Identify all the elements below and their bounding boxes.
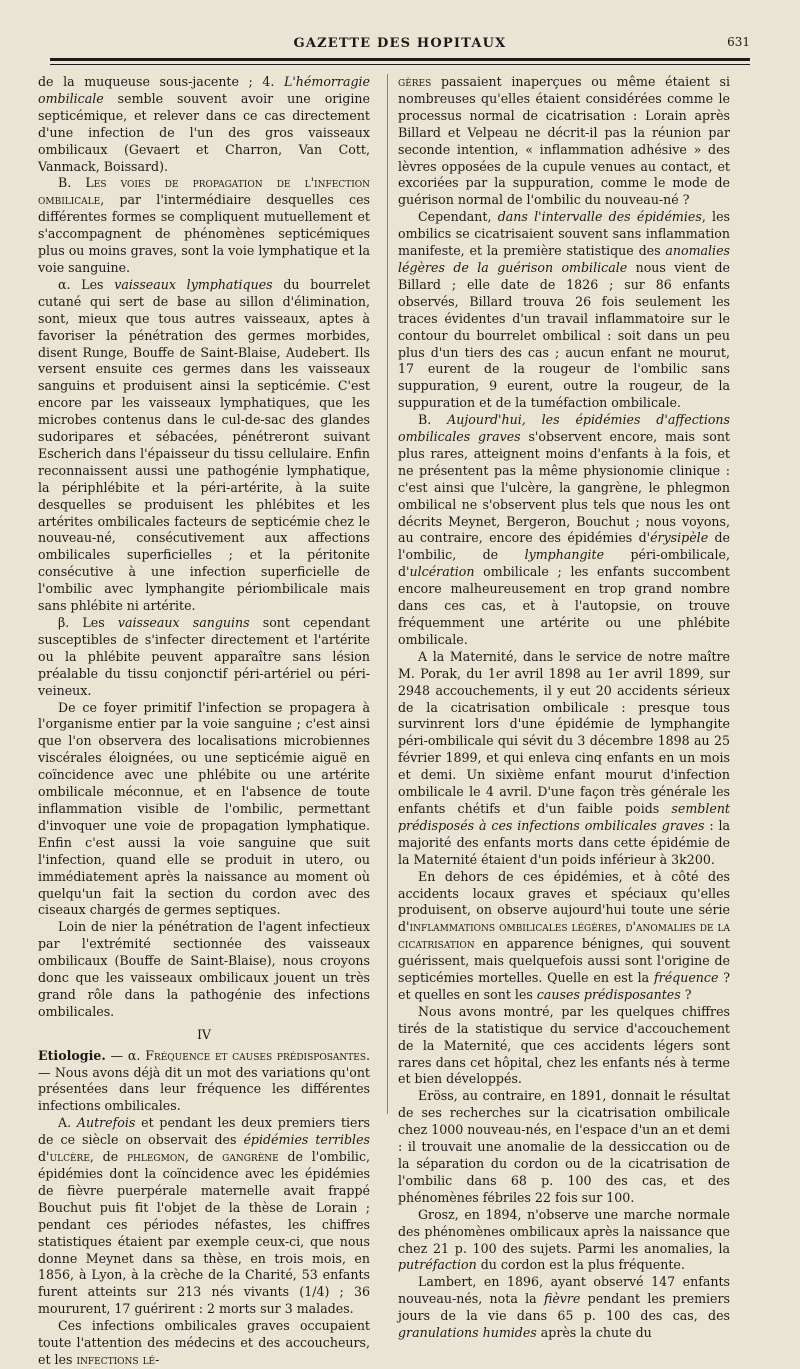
paragraph: de la muqueuse sous-jacente ; 4. L'hémorragie ombilicale semble souvent avoir une origine septicémique, et relever dans ce cas directement d'une infection de l'un des gros vaisseaux ombilicaux (Gevaert et Charron, Van Cott, Vanmack, Boissard). xyxy=(38,74,370,174)
paragraph: A. Autrefois et pendant les deux premiers tiers de ce siècle on observait des épidémies terribles d'ulcère, de phlegmon, de gangrène de l'ombilic, épidémies dont la coïncidence avec les épidémies de fièvre puerpérale maternelle avait frappé Bouchut puis fit l'objet de la thèse de Lorain ; pendant ces périodes néfastes, les chiffres statistiques étaient par exemple ceux-ci, que nous donne Meynet dans sa thèse, en trois mois, en 1856, à Lyon, à la crèche de la Charité, 53 enfants furent atteints sur 213 nés vivants (1/4) ; 36 moururent, 17 guérirent : 2 morts sur 3 malades. xyxy=(38,1115,370,1317)
right-column xyxy=(398,74,730,1342)
left-column xyxy=(38,74,370,1369)
paragraph: Eröss, au contraire, en 1891, donnait le résultat de ses recherches sur la cicatrisation ombilicale chez 1000 nouveau-nés, en l'espace d'un an et demi : il trouvait une anomalie de la dessiccation ou de la séparation du cordon ou de la cicatrisation de l'ombilic dans 68 p. 100 des cas, et des phénomènes fébriles 22 fois sur 100. xyxy=(398,1088,731,1205)
paragraph: β. Les vaisseaux sanguins sont cependant susceptibles de s'infecter directement et l'artérite ou la phlébite peuvent apparaître sans lésion préalable du tissu conjonctif péri-artériel ou péri-veineux. xyxy=(38,615,370,698)
page-number: 631 xyxy=(727,35,750,49)
paragraph: Grosz, en 1894, n'observe une marche normale des phénomènes ombilicaux après la naissance que chez 21 p. 100 des sujets. Parmi les anomalies, la putréfaction du cordon est la plus fréquente. xyxy=(398,1206,730,1273)
paragraph: Nous avons montré, par les quelques chiffres tirés de la statistique du service d'accouchement de la Maternité, que ces accidents légers sont rares dans cet hôpital, chez les enfants nés à terme et bien développés. xyxy=(398,1003,730,1087)
section-number: IV xyxy=(196,1026,212,1042)
paragraph: De ce foyer primitif l'infection se propagera à l'organisme entier par la voie sanguine ; c'est ainsi que l'on observera des localisations microbiennes viscérales éloignées, ou une septicémie aiguë en coïncidence avec une phlébite ou une artérite ombilicale méconnue, et en l'absence de toute inflammation visible de l'ombilic, permettant d'invoquer une voie de propagation lymphatique. Enfin c'est aussi la voie sanguine que suit l'infection, quand elle se produit in utero, ou immédiatement après la naissance au moment où quelqu'un fait la section du cordon avec des ciseaux chargés de germes septiques. xyxy=(38,699,370,918)
column-divider xyxy=(387,74,388,1114)
paragraph: Lambert, en 1896, ayant observé 147 enfants nouveau-nés, nota la fièvre pendant les premiers jours de la vie dans 65 p. 100 des cas, des granulations humides après la chute du xyxy=(398,1274,730,1341)
paragraph: Etiologie. — α. Fréquence et causes prédisposantes. — Nous avons déjà dit un mot des variations qu'ont présentées dans leur fréquence les différentes infections ombilicales. xyxy=(38,1047,370,1114)
section-heading: Etiologie. xyxy=(38,1047,106,1063)
paragraph: B. Les voies de propagation de l'infection ombilicale, par l'intermédiaire desquelles ces différentes formes se compliquent mutuellement et s'accompagnent de phénomènes septicémiques plus ou moins graves, sont la voie lymphatique et la voie sanguine. xyxy=(38,175,371,275)
paragraph: Ces infections ombilicales graves occupaient toute l'attention des médecins et des accoucheurs, et les infections lé- xyxy=(38,1318,370,1367)
running-title: GAZETTE DES HOPITAUX xyxy=(293,36,507,51)
paragraph: gères passaient inaperçues ou même étaient si nombreuses qu'elles étaient considérées comme le processus normal de cicatrisation : Lorain après Billard et Velpeau ne décrit-il pas la réunion par seconde intention, « inflammation adhésive » des lèvres opposées de la cupule venues au contact, et excoriées par la suppuration, comme le mode de guérison normal de l'ombilic du nouveau-né ? xyxy=(398,74,730,208)
header-rule-thin xyxy=(50,64,750,65)
paragraph: Loin de nier la pénétration de l'agent infectieux par l'extrémité sectionnée des vaisseaux ombilicaux (Bouffe de Saint-Blaise), nous croyons donc que les vaisseaux ombilicaux jouent un très grand rôle dans la pathogénie des infections ombilicales. xyxy=(38,919,370,1019)
paragraph: B. Aujourd'hui, les épidémies d'affections ombilicales graves s'observent encore, mais sont plus rares, atteignent moins d'enfants à la fois, et ne présentent pas la même physionomie clinique : c'est ainsi que l'ulcère, la gangrène, le phlegmon ombilical ne s'observent plus tels que nous les ont décrits Meynet, Bergeron, Bouchut ; nous voyons, au contraire, encore des épidémies d'érysipèle de l'ombilic, de lymphangite péri-ombilicale, d'ulcération ombilicale ; les enfants succombent encore malheureusement en trop grand nombre dans ces cas, et à l'autopsie, on trouve fréquemment une artérite ou une phlébite ombilicale. xyxy=(398,412,731,647)
paragraph: A la Maternité, dans le service de notre maître M. Porak, du 1er avril 1898 au 1er avril 1899, sur 2948 accouchements, il y eut 20 accidents sérieux de la cicatrisation ombilicale : presque tous survinrent lors d'une épidémie de lymphangite péri-ombilicale qui sévit du 3 décembre 1898 au 25 février 1899, et qui enleva cinq enfants en un mois et demi. Un sixième enfant mourut d'infection ombilicale le 4 avril. D'une façon très générale les enfants chétifs et d'un faible poids semblent prédisposés à ces infections ombilicales graves : la majorité des enfants morts dans cette épidémie de la Maternité étaient d'un poids inférieur à 3k200. xyxy=(398,648,730,867)
paragraph: α. Les vaisseaux lymphatiques du bourrelet cutané qui sert de base au sillon d'élimination, sont, mieux que tous autres vaisseaux, aptes à favoriser la pénétration des germes morbides, disent Runge, Bouffe de Saint-Blaise, Audebert. Ils versent ensuite ces germes dans les vaisseaux sanguins et produisent ainsi la septicémie. C'est encore par les vaisseaux lymphatiques, que les microbes contenus dans le cul-de-sac des glandes sudoripares et sébacées, pénétreront suivant Escherich dans l'épaisseur du tissu cellulaire. Enfin reconnaissent aussi une pathogénie lymphatique, la périphlébite et la péri-artérite, à la suite desquelles se produisent les phlébites et les artérites ombilicales facteurs de septicémie chez le nouveau-né, consécutivement aux affections ombilicales superficielles ; et la péritonite consécutive à une infection superficielle de l'ombilic avec lymphangite périombilicale mais sans phlébite ni artérite. xyxy=(38,276,371,614)
paragraph: En dehors de ces épidémies, et à côté des accidents locaux graves et spéciaux qu'elles produisent, on observe aujourd'hui toute une série d'inflammations ombilicales légères, d'anomalies de la cicatrisation en apparence bénignes, qui souvent guérissent, mais quelquefois aussi sont l'origine de septicémies mortelles. Quelle en est la fréquence ? et quelles en sont les causes prédisposantes ? xyxy=(398,868,731,1002)
paragraph: Cependant, dans l'intervalle des épidémies, les ombilics se cicatrisaient souvent sans inflammation manifeste, et la première statistique des anomalies légères de la guérison ombilicale nous vient de Billard ; elle date de 1826 ; sur 86 enfants observés, Billard trouva 26 fois seulement les traces évidentes d'un travail inflammatoire sur le contour du bourrelet ombilical : soit dans un peu plus d'un tiers des cas ; aucun enfant ne mourut, 17 eurent de la rougeur de l'ombilic sans suppuration, 9 eurent, outre la rougeur, de la suppuration et de la tuméfaction ombilicale. xyxy=(398,209,731,411)
header-rule-thick xyxy=(50,58,750,61)
